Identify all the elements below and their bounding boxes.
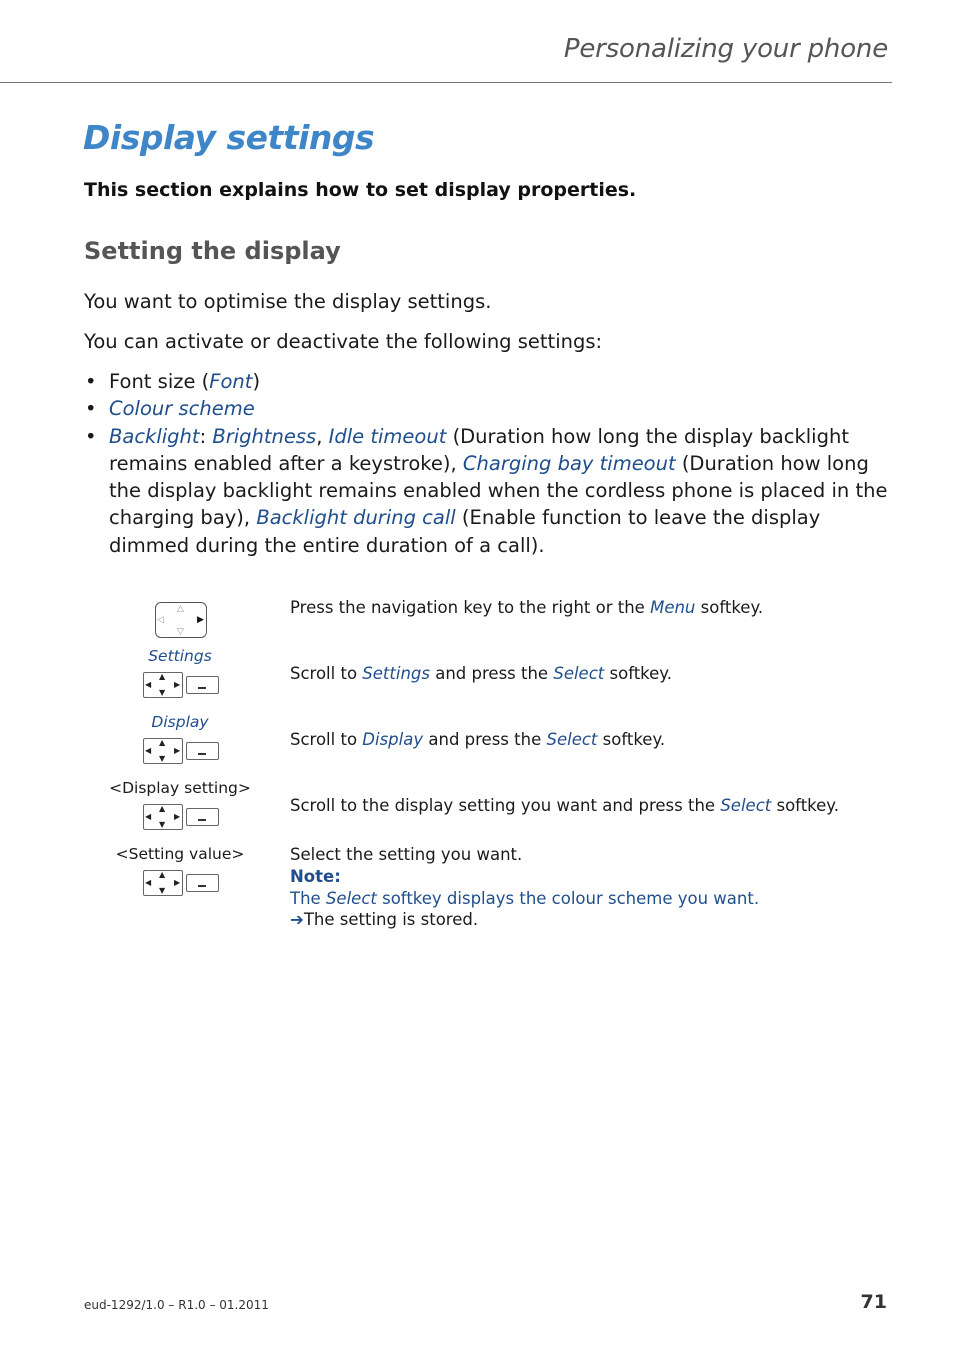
- list-text: (Enable function to leave the display dimmed during the entire duration of a call).: [109, 506, 821, 557]
- footer-document-id: eud-1292/1.0 – R1.0 – 01.2011: [84, 1298, 269, 1312]
- list-text: Font size (: [109, 370, 210, 393]
- navigation-key-icon: [155, 602, 207, 638]
- page-title: Display settings: [83, 118, 375, 157]
- term-idle-timeout: Idle timeout: [328, 424, 447, 448]
- term-select: Select: [325, 888, 377, 908]
- softkey-icon: [186, 676, 219, 694]
- step-label-setting-value: <Setting value>: [115, 845, 245, 863]
- nav-key-icon: ▲ ▼ ◀ ▶: [143, 738, 183, 764]
- step-instruction: [290, 664, 672, 683]
- list-text: ,: [316, 424, 323, 448]
- term-backlight: Backlight: [109, 424, 200, 448]
- list-item: [84, 368, 894, 395]
- list-text: :: [199, 424, 207, 448]
- step-text: Scroll to: [290, 730, 358, 749]
- header-title: Personalizing your phone: [563, 34, 888, 64]
- nav-right-arrow-icon: ▶: [197, 615, 204, 625]
- step-instruction: [290, 796, 839, 815]
- paragraph: You want to optimise the display settings.: [84, 290, 492, 313]
- settings-list: [84, 368, 894, 559]
- step-text: Select the setting you want.: [290, 845, 523, 864]
- term-display: Display: [362, 730, 424, 749]
- step-instruction: [290, 730, 665, 749]
- step-text: Press the navigation key to the right or the: [290, 598, 645, 617]
- list-text: (Duration how long the display backlight remains enabled after a keystroke),: [109, 424, 849, 475]
- section-heading: Setting the display: [84, 237, 341, 265]
- term-menu: Menu: [650, 598, 696, 617]
- nav-key-icon: ▲ ▼ ◀ ▶: [143, 804, 183, 830]
- list-text: ): [252, 370, 261, 393]
- arrow-right-icon: ➔: [290, 910, 304, 930]
- softkey-icon: [186, 742, 219, 760]
- keypad-icon: [143, 738, 221, 764]
- softkey-icon: [186, 874, 219, 892]
- list-text: (Duration how long the display backlight remains enabled when the cordless phone is placed in the charging bay),: [109, 451, 888, 530]
- step-label-display: Display: [151, 713, 209, 731]
- nav-left-arrow-icon: ◁: [157, 615, 164, 625]
- list-item: [84, 395, 894, 422]
- step-text: softkey.: [609, 664, 672, 683]
- intro-text: This section explains how to set display properties.: [84, 179, 637, 201]
- paragraph: You can activate or deactivate the following settings:: [84, 330, 603, 353]
- step-text: Scroll to the display setting you want and press the: [290, 796, 716, 815]
- step-text: and press the: [428, 730, 542, 749]
- result-line: [290, 909, 759, 931]
- note-text-part: softkey displays the colour scheme you want.: [382, 888, 760, 908]
- nav-down-arrow-icon: ▽: [177, 627, 184, 637]
- term-font: Font: [209, 370, 253, 393]
- note-text: [290, 888, 759, 910]
- keypad-icon: [143, 672, 221, 698]
- step-text: softkey.: [700, 598, 764, 617]
- page-number: 71: [860, 1291, 887, 1313]
- step-instruction: [290, 598, 763, 617]
- header-rule: [0, 82, 892, 83]
- nav-key-icon: ▲ ▼ ◀ ▶: [143, 672, 183, 698]
- term-colour-scheme: Colour scheme: [109, 397, 255, 421]
- note-label: Note:: [290, 866, 341, 886]
- nav-up-arrow-icon: △: [177, 604, 184, 614]
- term-charging-bay-timeout: Charging bay timeout: [462, 451, 676, 475]
- step-text: softkey.: [776, 796, 839, 815]
- list-item: [84, 423, 894, 559]
- note-text-part: The: [290, 888, 321, 908]
- step-instruction: [290, 844, 759, 931]
- step-text: softkey.: [602, 730, 666, 749]
- term-backlight-during-call: Backlight during call: [256, 506, 456, 530]
- step-text: Scroll to: [290, 664, 358, 683]
- term-settings: Settings: [362, 664, 430, 683]
- term-select: Select: [553, 664, 605, 683]
- step-label-settings: Settings: [148, 647, 212, 665]
- step-label-display-setting: <Display setting>: [109, 779, 251, 797]
- result-text: The setting is stored.: [303, 910, 479, 930]
- keypad-icon: [143, 804, 221, 830]
- term-select: Select: [720, 796, 772, 815]
- nav-key-icon: ▲ ▼ ◀ ▶: [143, 870, 183, 896]
- term-select: Select: [546, 730, 598, 749]
- term-brightness: Brightness: [212, 424, 317, 448]
- softkey-icon: [186, 808, 219, 826]
- step-text: and press the: [435, 664, 549, 683]
- keypad-icon: [143, 870, 221, 896]
